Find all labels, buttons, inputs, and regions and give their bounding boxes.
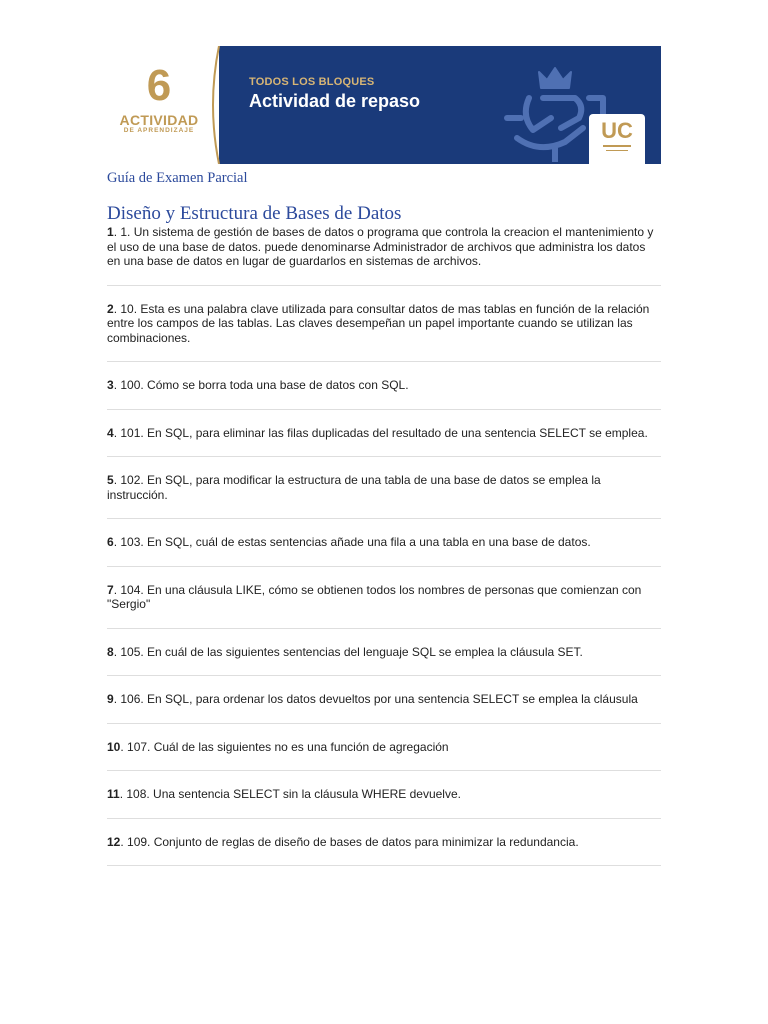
question-text: . 10. Esta es una palabra clave utilizada para consultar datos de mas tablas en función de la relación entre los campos de las tablas. Las claves desempeñan un papel importante cuando se utilizan las combinaciones.: [107, 301, 650, 345]
question-number: 7: [107, 582, 114, 597]
question-text: . 108. Una sentencia SELECT sin la cláusula WHERE devuelve.: [119, 787, 461, 801]
question-number: 11: [107, 787, 120, 801]
question-text: . 106. En SQL, para ordenar los datos devueltos por una sentencia SELECT se emplea la cláusula: [113, 692, 638, 706]
uc-logo: [589, 114, 645, 164]
document-page: [107, 46, 661, 866]
question-number: 12: [107, 834, 121, 849]
banner-divider-curve: [199, 46, 239, 164]
question-number: 8: [107, 644, 114, 659]
question-text: . 107. Cuál de las siguientes no es una función de agregación: [120, 739, 449, 754]
question-text: . 100. Cómo se borra toda una base de datos con SQL.: [113, 378, 409, 392]
activity-sublabel: DE APRENDIZAJE: [123, 127, 195, 134]
activity-label: ACTIVIDAD: [119, 112, 199, 128]
question-number: 3: [107, 378, 114, 392]
question-text: . 102. En SQL, para modificar la estructura de una tabla de una base de datos se emplea la instrucción.: [107, 473, 601, 502]
question-item: [107, 676, 661, 724]
question-number: 10: [107, 739, 121, 754]
question-item: [107, 410, 661, 458]
question-item: [107, 567, 661, 629]
question-item: [107, 819, 661, 867]
question-number: 6: [107, 535, 114, 549]
uc-logo-text: UC: [601, 118, 633, 143]
question-text: . 103. En SQL, cuál de estas sentencias añade una fila a una tabla en una base de datos.: [113, 535, 591, 549]
question-text: . 101. En SQL, para eliminar las filas duplicadas del resultado de una sentencia SELECT se emplea.: [113, 425, 648, 440]
question-number: 9: [107, 692, 114, 706]
header-banner: [107, 46, 661, 164]
question-item: [107, 286, 661, 363]
question-number: 5: [107, 473, 114, 487]
question-number: 1: [107, 225, 114, 239]
question-item: [107, 362, 661, 410]
question-item: [107, 225, 661, 286]
uc-logo-rule-small: [606, 150, 628, 151]
banner-title: Actividad de repaso: [249, 91, 421, 111]
section-title: Diseño y Estructura de Bases de Datos: [107, 203, 402, 224]
question-text: . 104. En una cláusula LIKE, cómo se obtienen todos los nombres de personas que comienzan con "Sergio": [107, 582, 642, 611]
question-text: . 1. Un sistema de gestión de bases de datos o programa que controla la creacion el mantenimiento y el uso de una base de datos. puede denominarse Administrador de archivos que administra los datos en una base de datos en lugar de guardarlos en sistemas de archivos.: [107, 225, 654, 268]
question-number: 4: [107, 425, 114, 440]
question-text: . 109. Conjunto de reglas de diseño de bases de datos para minimizar la redundancia.: [120, 834, 579, 849]
question-text: . 105. En cuál de las siguientes sentencias del lenguaje SQL se emplea la cláusula SET.: [113, 644, 583, 659]
activity-number: 6: [146, 61, 172, 110]
question-item: [107, 457, 661, 519]
uc-logo-rule: [603, 145, 631, 147]
question-number: 2: [107, 301, 114, 316]
question-item: [107, 519, 661, 567]
guide-title: Guía de Examen Parcial: [107, 170, 248, 186]
question-item: [107, 629, 661, 677]
question-item: [107, 771, 661, 819]
banner-kicker: TODOS LOS BLOQUES: [249, 76, 375, 88]
question-item: [107, 724, 661, 772]
